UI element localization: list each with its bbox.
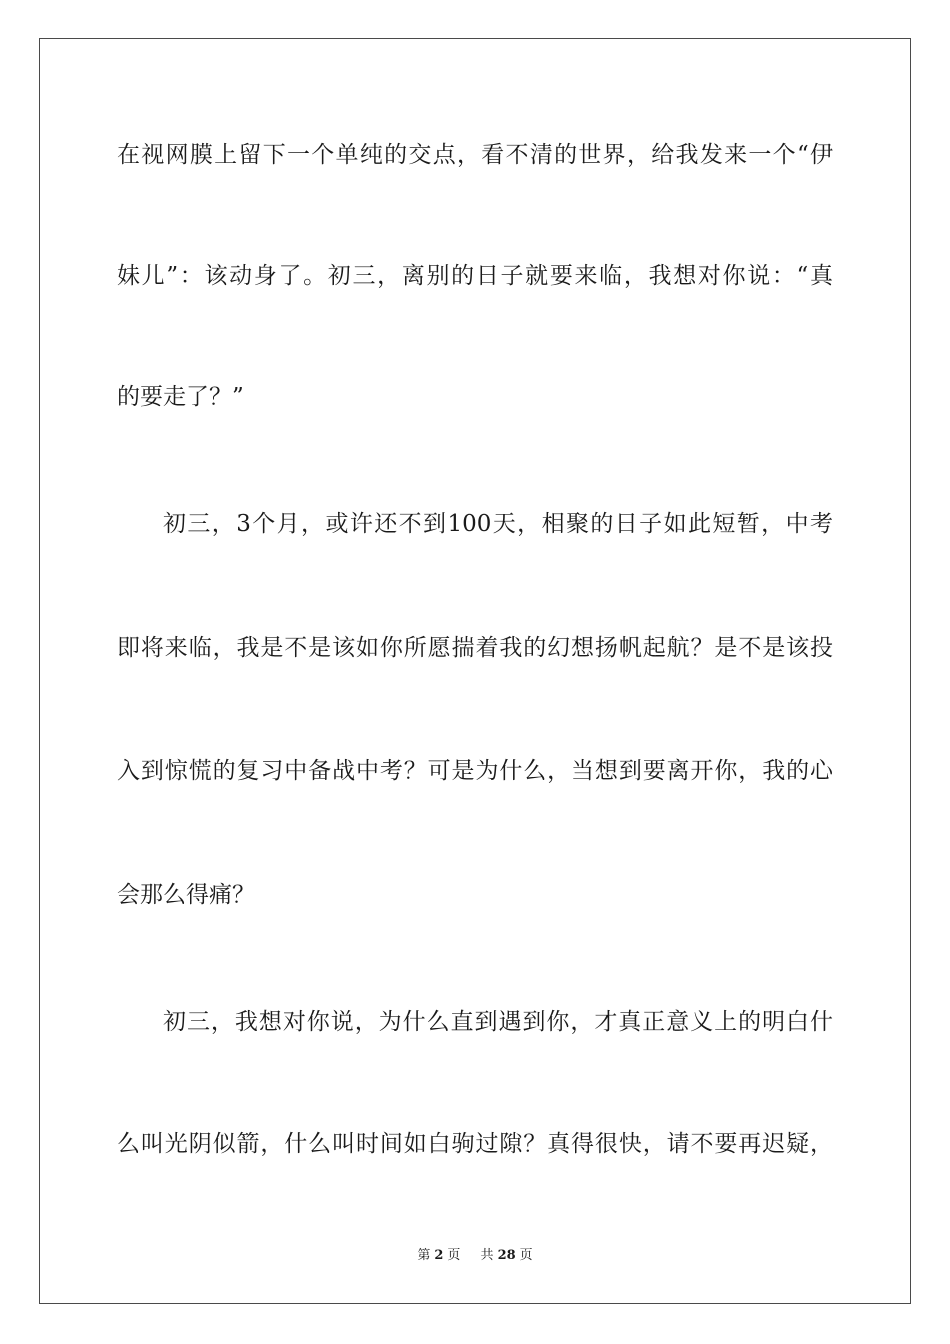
text-line-1: 在视网膜上留下一个单纯的交点，看不清的世界，给我发来一个“伊 <box>117 142 833 168</box>
text-line-2: 妹儿”：该动身了。初三，离别的日子就要来临，我想对你说：“真 <box>117 263 833 289</box>
text-line-7: 会那么得痛？ <box>117 882 255 908</box>
text-line-9: 么叫光阴似箭，什么叫时间如白驹过隙？真得很快，请不要再迟疑， <box>117 1131 833 1157</box>
total-suffix: 页 <box>519 1248 533 1263</box>
text-line-8: 初三，我想对你说，为什么直到遇到你，才真正意义上的明白什 <box>163 1009 833 1035</box>
total-indicator <box>477 1248 537 1263</box>
page-number: 2 <box>434 1248 444 1263</box>
page-indicator <box>413 1248 464 1263</box>
text-line-6: 入到惊慌的复习中备战中考？可是为什么，当想到要离开你，我的心 <box>117 758 833 784</box>
page-border <box>39 38 911 1304</box>
page-footer <box>0 1244 950 1263</box>
page-suffix: 页 <box>447 1248 461 1263</box>
total-prefix: 共 <box>480 1248 494 1263</box>
text-line-3: 的要走了？” <box>117 384 244 410</box>
total-number: 28 <box>497 1248 516 1263</box>
text-line-4: 初三，3个月，或许还不到100天，相聚的日子如此短暂，中考 <box>163 511 833 537</box>
text-line-5: 即将来临，我是不是该如你所愿揣着我的幻想扬帆起航？是不是该投 <box>117 635 833 661</box>
page-prefix: 第 <box>417 1248 431 1263</box>
